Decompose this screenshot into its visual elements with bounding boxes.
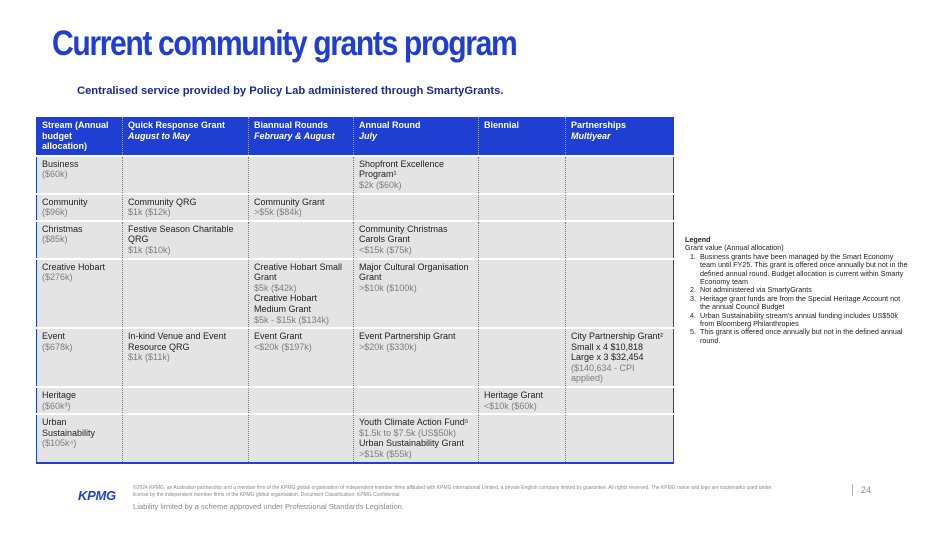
grant-name: Urban Sustainability Grant: [359, 438, 465, 449]
grant-cell: [354, 387, 479, 414]
stream-cell: [37, 156, 123, 194]
stream-cell: [37, 414, 123, 462]
table-row: [37, 156, 674, 194]
grant-name: Shopfront Excellence Program¹: [359, 158, 445, 180]
grant-cell: [566, 156, 674, 194]
grant-name: Creative Hobart Small Grant: [254, 261, 343, 283]
grant-name: Event Grant: [254, 331, 303, 342]
grant-cell: [479, 156, 566, 194]
column-header: [123, 117, 249, 156]
table-row: [37, 414, 674, 462]
stream-cell: [37, 328, 123, 387]
legend-item: 4. Urban Sustainability stream's annual funding includes US$50k from Bloomberg Philanthropies: [698, 312, 910, 329]
table-row: [37, 194, 674, 221]
grant-cell: [479, 328, 566, 387]
stream-name: Creative Hobart: [42, 261, 106, 272]
page-number: 24: [861, 485, 872, 495]
grant-cell: [354, 194, 479, 221]
stream-name: Business: [42, 158, 79, 169]
table-row: [37, 221, 674, 259]
grant-value: <$10k ($60k): [484, 400, 537, 411]
table-row: [37, 387, 674, 414]
grant-cell: [354, 156, 479, 194]
grant-name: Community QRG: [128, 196, 197, 207]
grant-cell: [354, 259, 479, 329]
grant-value: <$20k ($197k): [254, 341, 312, 352]
column-header-period: July: [359, 130, 378, 141]
page-subtitle: Centralised service provided by Policy Lab administered through SmartyGrants.: [77, 85, 504, 97]
grant-name: Creative Hobart Medium Grant: [254, 293, 318, 314]
stream-cell: [37, 221, 123, 259]
grant-name: Event Partnership Grant: [359, 331, 456, 342]
kpmg-logo: KPMG: [78, 488, 116, 503]
grant-value: $1k ($11k): [128, 352, 170, 363]
stream-cell: [37, 259, 123, 329]
column-header: [566, 117, 674, 156]
grant-cell: [566, 194, 674, 221]
grant-cell: [479, 259, 566, 329]
stream-budget: ($105k⁴): [42, 438, 77, 449]
grant-value: >$20k ($330k): [359, 341, 417, 352]
grant-name: Large x 3 $32,454: [571, 352, 644, 363]
legend-title: Legend: [685, 235, 711, 244]
grant-name: Community Grant: [254, 196, 325, 207]
grant-cell: [566, 221, 674, 259]
grant-value: $5k - $15k ($134k): [254, 314, 330, 325]
grant-cell: [479, 387, 566, 414]
grant-value: >$15k ($55k): [359, 449, 412, 460]
stream-budget: ($60k): [42, 169, 68, 180]
column-header-period: Multiyear: [571, 130, 611, 141]
legend-item: 2. Not administered via SmartyGrants: [698, 286, 910, 294]
grant-name: Heritage Grant: [484, 390, 544, 401]
table-row: [37, 259, 674, 329]
grant-value: >$10k ($100k): [359, 282, 417, 293]
column-header-period: August to May: [128, 130, 190, 141]
grant-cell: [123, 221, 249, 259]
stream-budget: ($96k): [42, 207, 68, 218]
grant-cell: [123, 414, 249, 462]
column-header-label: Quick Response Grant: [128, 120, 226, 130]
table-row: [37, 328, 674, 387]
legend-list: [698, 253, 910, 345]
grant-cell: [566, 328, 674, 387]
stream-cell: [37, 387, 123, 414]
grant-cell: [249, 414, 354, 462]
stream-budget: ($60k³): [42, 400, 71, 411]
footer-divider: [852, 484, 853, 496]
grant-cell: [249, 221, 354, 259]
column-header-label: Annual Round: [359, 120, 421, 130]
stream-name: Heritage: [42, 390, 77, 401]
grant-value: $1k ($10k): [128, 244, 171, 255]
grant-name: In-kind Venue and Event Resource QRG: [128, 331, 227, 352]
column-header: [479, 117, 566, 156]
grant-cell: [123, 156, 249, 194]
grant-cell: [123, 328, 249, 387]
stream-name: Community: [42, 196, 88, 207]
column-header: [37, 117, 123, 156]
grant-name: Small x 4 $10,818: [571, 341, 644, 352]
legend-item: 3. Heritage grant funds are from the Special Heritage Account not the annual Council Budget: [698, 295, 910, 312]
liability-text: Liability limited by a scheme approved under Professional Standards Legislation.: [133, 502, 404, 511]
grant-cell: [123, 194, 249, 221]
grant-cell: [249, 194, 354, 221]
grant-cell: [249, 328, 354, 387]
stream-budget: ($678k): [42, 341, 73, 352]
grant-name: Youth Climate Action Fund⁵: [359, 417, 469, 428]
grant-cell: [479, 414, 566, 462]
grant-cell: [566, 259, 674, 329]
column-header-label: Biennial: [484, 120, 520, 130]
grant-value: >$5k ($84k): [254, 207, 302, 218]
grant-cell: [354, 221, 479, 259]
legend: [685, 236, 910, 345]
grant-name: Major Cultural Organisation Grant: [359, 261, 469, 283]
grant-cell: [249, 387, 354, 414]
grant-name: City Partnership Grant²: [571, 331, 664, 342]
legend-item: 5. This grant is offered once annually but not in the defined annual round.: [698, 328, 910, 345]
grant-value: <$15k ($75k): [359, 244, 412, 255]
grant-cell: [249, 156, 354, 194]
grant-cell: [354, 414, 479, 462]
grant-name: Community Christmas Carols Grant: [359, 223, 448, 245]
grant-cell: [123, 387, 249, 414]
grant-cell: [479, 221, 566, 259]
legend-item: 1. Business grants have been managed by the Smart Economy team until FY25. This grant is offered once annually but not in the defined annual round. Budget allocation is current within Smarty Economy team: [698, 253, 910, 287]
legend-subtitle: Grant value (Annual allocation): [685, 243, 784, 253]
stream-name: Christmas: [42, 223, 83, 234]
grant-cell: [566, 387, 674, 414]
table-header-row: [37, 117, 674, 156]
grant-name: Festive Season Charitable QRG: [128, 223, 234, 245]
grants-table: [36, 117, 674, 464]
stream-budget: ($85k): [42, 234, 68, 245]
grant-value: $1k ($12k): [128, 207, 171, 218]
grant-cell: [479, 194, 566, 221]
column-header: [249, 117, 354, 156]
column-header-label: Stream (Annual budget allocation): [42, 120, 109, 152]
grant-value: $5k ($42k): [254, 282, 297, 293]
grant-cell: [123, 259, 249, 329]
stream-name: Event: [42, 331, 66, 342]
stream-name: Urban Sustainability: [42, 417, 96, 438]
column-header-label: Partnerships: [571, 120, 627, 130]
page-title: Current community grants program: [52, 24, 517, 63]
grant-cell: [354, 328, 479, 387]
grant-value: $1.5k to $7.5k (US$50k): [359, 427, 457, 438]
stream-budget: ($276k): [42, 272, 73, 283]
column-header: [354, 117, 479, 156]
grant-cell: [566, 414, 674, 462]
column-header-period: February & August: [254, 130, 335, 141]
grant-value: ($140,634 - CPI applied): [571, 362, 635, 384]
grant-value: $2k ($60k): [359, 179, 402, 190]
column-header-label: Biannual Rounds: [254, 120, 328, 130]
grant-cell: [249, 259, 354, 329]
stream-cell: [37, 194, 123, 221]
copyright-text: ©2024 KPMG, an Australian partnership and a member firm of the KPMG global organisation of independent member firms affiliated with KPMG International Limited, a private English company limited by guarantee. All rights reserved. The KPMG name and logo are trademarks used under license by the independent member firms of the KPMG global organisation. Document Classification: KPMG Confidential: [133, 485, 772, 498]
